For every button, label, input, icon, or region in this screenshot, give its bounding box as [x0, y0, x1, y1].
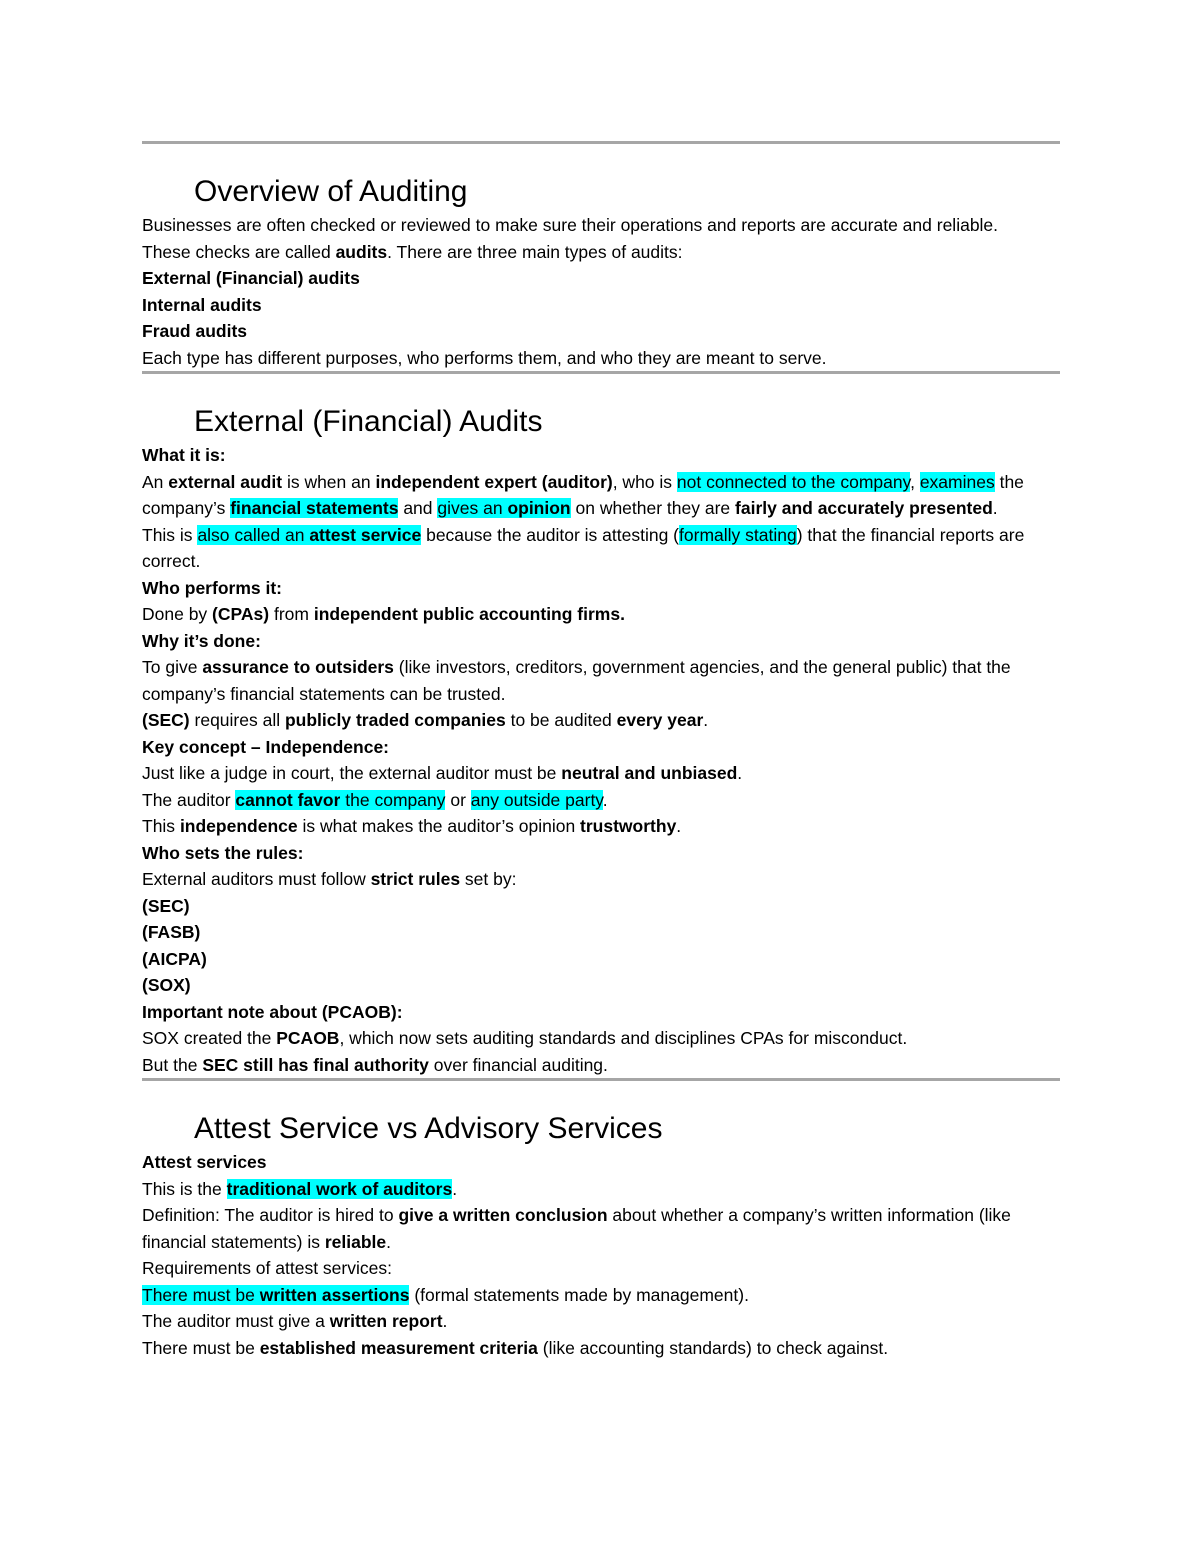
bold-text: (FASB) — [142, 922, 201, 942]
text-run: ) that the financial reports are correct. — [142, 524, 1025, 571]
text-run: These checks are called — [142, 241, 336, 262]
highlighted-text: the company — [340, 789, 446, 810]
paragraph — [142, 840, 1060, 867]
text-run: Definition: The auditor is hired to — [142, 1205, 399, 1225]
highlighted-text: gives an — [437, 498, 508, 518]
text-run: . — [992, 498, 998, 518]
bold-text: (SEC) — [142, 710, 190, 730]
text-run: requires all — [189, 710, 285, 730]
text-run: set by: — [460, 869, 517, 889]
bold-text: PCAOB — [276, 1028, 340, 1048]
section-3 — [142, 1081, 1060, 1361]
bold-text: Internal audits — [142, 294, 262, 315]
paragraph — [142, 654, 1060, 707]
bold-text: (CPAs) — [212, 604, 270, 624]
bold-text: independence — [179, 816, 298, 836]
bold-text: fairly and accurately presented — [735, 498, 993, 518]
text-run: is what makes the auditor’s opinion — [297, 816, 581, 836]
bold-text: publicly traded companies — [284, 710, 506, 730]
text-run: . — [703, 710, 709, 730]
paragraph — [142, 734, 1060, 761]
paragraph — [142, 212, 1060, 239]
text-run: . There are three main types of audits: — [387, 241, 683, 262]
paragraph — [142, 345, 1060, 372]
text-run: An — [142, 471, 169, 492]
paragraph — [142, 1308, 1060, 1335]
highlighted-text: financial statements — [230, 498, 399, 518]
text-run: Businesses are often checked or reviewed to make sure their operations and reports are accurate and reliable. — [142, 215, 999, 235]
bold-text: strict rules — [370, 869, 461, 889]
bold-text: (AICPA) — [142, 948, 207, 969]
bold-text: trustworthy — [580, 816, 677, 836]
bold-text: Who sets the rules: — [142, 842, 304, 863]
text-run: , who is — [612, 471, 677, 492]
paragraph — [142, 522, 1060, 575]
text-run: , which now sets auditing standards and disciplines CPAs for misconduct. — [339, 1028, 908, 1048]
section-2 — [142, 374, 1060, 1078]
text-run: But the — [142, 1054, 203, 1075]
paragraph — [142, 1052, 1060, 1079]
bold-text: independent public accounting firms. — [313, 604, 625, 624]
text-run: from — [269, 604, 314, 624]
text-run: Each type has different purposes, who performs them, and who they are meant to serve. — [142, 347, 827, 368]
text-run: The auditor — [142, 789, 236, 810]
bold-text: Fraud audits — [142, 321, 248, 341]
paragraph — [142, 239, 1060, 266]
highlighted-text: attest service — [309, 524, 422, 545]
bold-text: independent expert (auditor) — [375, 471, 613, 492]
text-run: SOX created the — [142, 1028, 277, 1048]
paragraph — [142, 628, 1060, 655]
bold-text: (SEC) — [142, 895, 190, 916]
bold-text: written report — [329, 1311, 443, 1331]
paragraph — [142, 707, 1060, 734]
bold-text: (SOX) — [142, 975, 191, 995]
section-heading: Attest Service vs Advisory Services — [194, 1112, 663, 1145]
text-run: Done by — [142, 604, 213, 624]
bold-text: Why it’s done: — [142, 630, 261, 651]
bold-text: give a written conclusion — [398, 1205, 608, 1225]
text-run: This is the — [142, 1178, 227, 1199]
paragraph — [142, 1282, 1060, 1309]
bold-text: Key concept – Independence: — [142, 736, 390, 757]
document-body — [142, 141, 1060, 1361]
text-run: on whether they are — [570, 498, 736, 518]
paragraph — [142, 1255, 1060, 1282]
bold-text: Who performs it: — [142, 577, 282, 598]
highlighted-text: traditional work of auditors — [226, 1178, 453, 1199]
highlighted-text: any outside party — [470, 789, 603, 810]
section-heading: Overview of Auditing — [194, 175, 468, 208]
paragraph — [142, 575, 1060, 602]
text-run: because the auditor is attesting ( — [421, 524, 680, 545]
text-run: This — [142, 816, 180, 836]
bold-text: external audit — [168, 471, 283, 492]
text-run: . — [737, 763, 743, 783]
paragraph — [142, 972, 1060, 999]
highlighted-text: also called an — [197, 524, 310, 545]
text-run: . — [386, 1231, 392, 1252]
text-run: (formal statements made by management). — [409, 1284, 749, 1305]
paragraph — [142, 601, 1060, 628]
paragraph — [142, 292, 1060, 319]
bold-text: reliable — [324, 1231, 387, 1252]
section-heading: External (Financial) Audits — [194, 405, 543, 438]
text-run: . — [442, 1311, 448, 1331]
highlighted-text: written assertions — [259, 1284, 410, 1305]
text-run: . — [676, 816, 682, 836]
text-run: and — [398, 498, 438, 518]
paragraph — [142, 946, 1060, 973]
paragraph — [142, 442, 1060, 469]
bold-text: established measurement criteria — [259, 1337, 538, 1358]
paragraph — [142, 1176, 1060, 1203]
text-run: , — [910, 471, 920, 492]
paragraph — [142, 813, 1060, 840]
section-1 — [142, 144, 1060, 371]
bold-text: SEC still has final authority — [202, 1054, 429, 1075]
paragraph — [142, 999, 1060, 1026]
text-run: . — [452, 1178, 458, 1199]
paragraph — [142, 919, 1060, 946]
highlighted-text: cannot favor — [235, 789, 341, 810]
highlighted-text: opinion — [507, 498, 571, 518]
paragraph — [142, 265, 1060, 292]
highlighted-text: examines — [919, 471, 995, 492]
text-run: or — [445, 789, 471, 810]
bold-text: Important note about (PCAOB): — [142, 1001, 403, 1022]
bold-text: Attest services — [142, 1152, 267, 1172]
paragraph — [142, 1335, 1060, 1362]
text-run: Just like a judge in court, the external auditor must be — [142, 763, 562, 783]
text-run: the company’s — [142, 471, 1024, 518]
text-run: Requirements of attest services: — [142, 1258, 392, 1278]
paragraph — [142, 760, 1060, 787]
text-run: To give — [142, 657, 203, 677]
text-run: (like investors, creditors, government agencies, and the general public) that the company’s financial statements can be trusted. — [142, 657, 1011, 704]
highlighted-text: not connected to the company — [676, 471, 911, 492]
text-run: (like accounting standards) to check against. — [537, 1337, 889, 1358]
text-run: to be audited — [505, 710, 617, 730]
paragraph — [142, 893, 1060, 920]
text-run: about whether a company’s written information (like financial statements) is — [142, 1205, 1011, 1252]
paragraph — [142, 1202, 1060, 1255]
text-run: This is — [142, 524, 198, 545]
highlighted-text: formally stating — [679, 524, 797, 545]
text-run: . — [602, 789, 608, 810]
text-run: There must be — [142, 1337, 260, 1358]
paragraph — [142, 866, 1060, 893]
bold-text: External (Financial) audits — [142, 268, 360, 288]
bold-text: audits — [335, 241, 388, 262]
text-run: The auditor must give a — [142, 1311, 330, 1331]
paragraph — [142, 1149, 1060, 1176]
paragraph — [142, 318, 1060, 345]
bold-text: neutral and unbiased — [561, 763, 738, 783]
bold-text: What it is: — [142, 445, 226, 465]
bold-text: every year — [616, 710, 704, 730]
paragraph — [142, 787, 1060, 814]
highlighted-text: There must be — [142, 1284, 260, 1305]
text-run: is when an — [282, 471, 376, 492]
paragraph — [142, 1025, 1060, 1052]
bold-text: assurance to outsiders — [202, 657, 394, 677]
paragraph — [142, 469, 1060, 522]
text-run: over financial auditing. — [428, 1054, 608, 1075]
text-run: External auditors must follow — [142, 869, 371, 889]
